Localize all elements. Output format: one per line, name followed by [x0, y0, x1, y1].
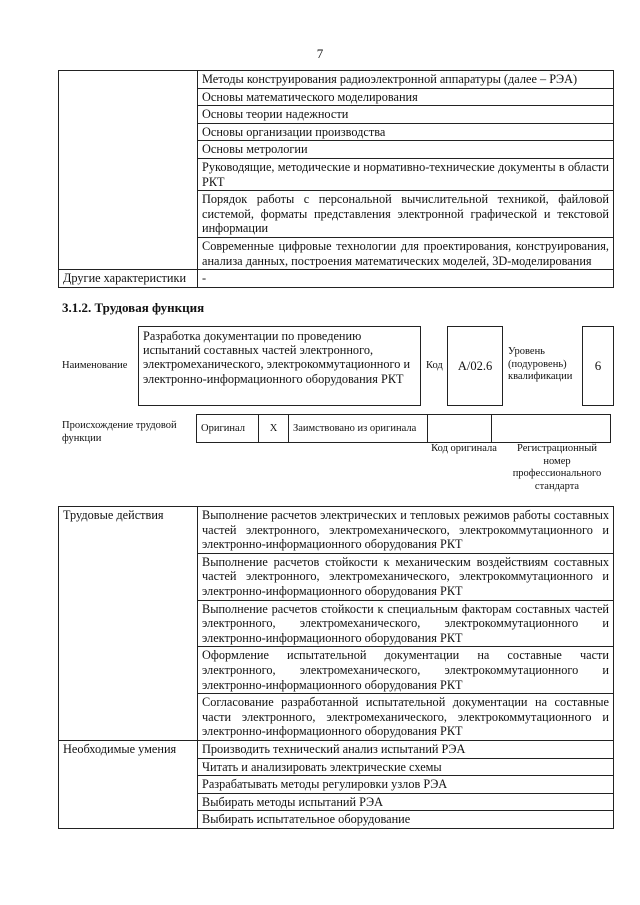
row-label: Другие характеристики	[59, 270, 198, 288]
row-item: Оформление испытательной документации на составные части электронного, электромеханического, электрокоммутационного и электронно-информационного оборудования РКТ	[198, 647, 614, 694]
table-row	[59, 270, 614, 288]
row-item: Основы метрологии	[198, 141, 614, 159]
row-item: Основы математического моделирования	[198, 88, 614, 106]
code-box	[447, 326, 503, 406]
origin-table	[196, 414, 611, 443]
level-label: Уровень (подуровень) квалификации	[508, 346, 573, 382]
row-item: Основы теории надежности	[198, 106, 614, 124]
reg-caption: Регистрационный номер профессионального стандарта	[512, 443, 602, 492]
original-cell: Оригинал	[197, 415, 259, 443]
activities-table-body	[59, 507, 614, 829]
row-item: -	[198, 270, 614, 288]
origin-label: Происхождение трудовой функции	[62, 420, 177, 444]
knowledge-table	[58, 70, 614, 288]
reg-number-cell	[492, 415, 611, 443]
row-item: Выполнение расчетов стойкости к специальным факторам составных частей электронного, электромеханического, электрокоммутационного и электронно-информационного оборудования РКТ	[198, 600, 614, 647]
row-item: Современные цифровые технологии для проектирования, конструирования, анализа данных, построения математических моделей, 3D-моделирования	[198, 237, 614, 269]
table-row	[59, 71, 614, 89]
row-item: Методы конструирования радиоэлектронной аппаратуры (далее – РЭА)	[198, 71, 614, 89]
code-label: Код	[426, 360, 443, 371]
row-item: Руководящие, методические и нормативно-технические документы в области РКТ	[198, 158, 614, 190]
row-item: Согласование разработанной испытательной документации на составные части электронного, электромеханического, электрокоммутационного и электронно-информационного оборудования РКТ	[198, 694, 614, 741]
row-item: Разрабатывать методы регулировки узлов РЭА	[198, 776, 614, 794]
row-label: Необходимые умения	[59, 740, 198, 828]
code-value: А/02.6	[457, 358, 493, 373]
function-name: Разработка документации по проведению испытаний составных частей электронного, электромеханического, электрокоммутационного и электронно-информационного оборудования РКТ	[143, 329, 411, 386]
code-caption: Код оригинала	[431, 443, 497, 454]
row-item: Читать и анализировать электрические схемы	[198, 758, 614, 776]
original-mark: Х	[259, 415, 289, 443]
row-label: Трудовые действия	[59, 507, 198, 741]
level-value: 6	[594, 358, 602, 373]
knowledge-table-body	[59, 71, 614, 288]
row-item: Производить технический анализ испытаний РЭА	[198, 740, 614, 758]
origin-code-cell	[428, 415, 492, 443]
function-name-box	[138, 326, 421, 406]
row-item: Основы организации производства	[198, 123, 614, 141]
row-item: Порядок работы с персональной вычислительной техникой, файловой системой, форматы представления электронной графической и текстовой информации	[198, 191, 614, 238]
row-item: Выполнение расчетов электрических и тепловых режимов работы составных частей электронного, электромеханического, электрокоммутационного и электронно-информационного оборудования РКТ	[198, 507, 614, 554]
table-row	[59, 507, 614, 554]
borrowed-cell: Заимствовано из оригинала	[289, 415, 428, 443]
row-item: Выполнение расчетов стойкости к механическим воздействиям составных частей электронного, электромеханического, электрокоммутационного и электронно-информационного оборудования РКТ	[198, 553, 614, 600]
name-label: Наименование	[62, 360, 128, 371]
activities-table	[58, 506, 614, 829]
section-heading: 3.1.2. Трудовая функция	[62, 300, 205, 315]
level-box	[582, 326, 614, 406]
table-row	[59, 740, 614, 758]
origin-row	[197, 415, 611, 443]
page-number: 7	[316, 46, 324, 61]
row-label	[59, 71, 198, 270]
row-item: Выбирать методы испытаний РЭА	[198, 793, 614, 811]
row-item: Выбирать испытательное оборудование	[198, 811, 614, 829]
